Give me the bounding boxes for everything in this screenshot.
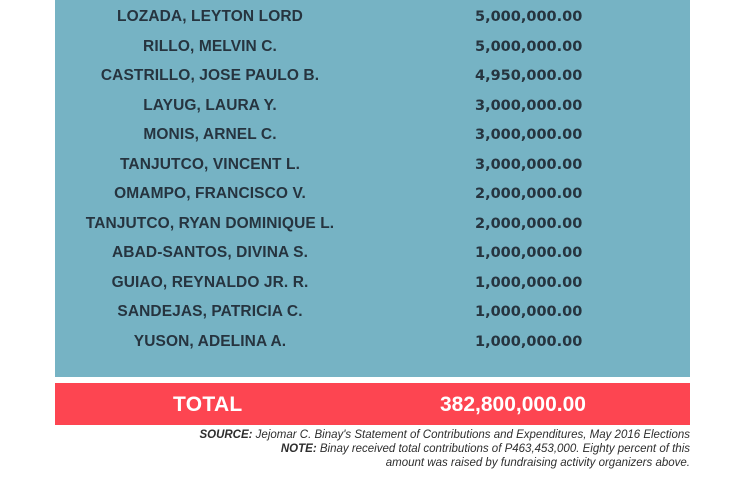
table-row bbox=[55, 297, 690, 327]
contributor-name: OMAMPO, FRANCISCO V. bbox=[114, 185, 306, 202]
source-text: Jejomar C. Binay's Statement of Contributions and Expenditures, May 2016 Elections bbox=[252, 429, 690, 441]
table-row bbox=[55, 91, 690, 121]
contribution-amount: 1,000,000.00 bbox=[475, 245, 583, 261]
contributor-name: MONIS, ARNEL C. bbox=[143, 126, 277, 143]
table-row bbox=[55, 150, 690, 180]
contributor-name: YUSON, ADELINA A. bbox=[133, 333, 287, 350]
note-label: NOTE: bbox=[280, 443, 317, 455]
contributor-name: CASTRILLO, JOSE PAULO B. bbox=[100, 67, 320, 84]
contributor-name: LAYUG, LAURA Y. bbox=[143, 97, 277, 114]
table-row bbox=[55, 238, 690, 268]
table-row bbox=[55, 32, 690, 62]
table-row bbox=[55, 2, 690, 32]
contributor-name: ABAD-SANTOS, DIVINA S. bbox=[112, 244, 308, 261]
footnotes bbox=[90, 428, 690, 470]
contribution-amount: 1,000,000.00 bbox=[475, 304, 583, 320]
source-label: SOURCE: bbox=[199, 429, 253, 441]
note-text: Binay received total contributions of P463,453,000. Eighty percent of this bbox=[316, 443, 690, 455]
source-line bbox=[90, 428, 690, 442]
contribution-amount: 5,000,000.00 bbox=[475, 39, 583, 55]
contribution-amount: 5,000,000.00 bbox=[475, 9, 583, 25]
table-row bbox=[55, 120, 690, 150]
contributor-name: TANJUTCO, RYAN DOMINIQUE L. bbox=[85, 215, 335, 232]
total-value: 382,800,000.00 bbox=[440, 393, 586, 416]
contributor-name: LOZADA, LEYTON LORD bbox=[117, 8, 303, 25]
contributor-name: RILLO, MELVIN C. bbox=[143, 38, 277, 55]
total-label: TOTAL bbox=[173, 393, 243, 416]
contribution-amount: 1,000,000.00 bbox=[475, 334, 583, 350]
contribution-amount: 3,000,000.00 bbox=[475, 157, 583, 173]
contribution-amount: 3,000,000.00 bbox=[475, 98, 583, 114]
contribution-amount: 3,000,000.00 bbox=[475, 127, 583, 143]
contributors-table bbox=[55, 0, 690, 377]
contribution-amount: 1,000,000.00 bbox=[475, 275, 583, 291]
contribution-amount: 2,000,000.00 bbox=[475, 186, 583, 202]
table-row bbox=[55, 179, 690, 209]
contribution-amount: 2,000,000.00 bbox=[475, 216, 583, 232]
table-row bbox=[55, 61, 690, 91]
note-line-continued: amount was raised by fundraising activity organizers above. bbox=[385, 457, 690, 469]
table-row bbox=[55, 268, 690, 298]
contributor-name: GUIAO, REYNALDO JR. R. bbox=[111, 274, 309, 291]
table-row bbox=[55, 209, 690, 239]
table-row bbox=[55, 327, 690, 357]
contribution-amount: 4,950,000.00 bbox=[475, 68, 583, 84]
total-row bbox=[55, 383, 690, 425]
contributor-name: SANDEJAS, PATRICIA C. bbox=[117, 303, 303, 320]
contributor-name: TANJUTCO, VINCENT L. bbox=[120, 156, 300, 173]
note-line bbox=[90, 442, 690, 456]
